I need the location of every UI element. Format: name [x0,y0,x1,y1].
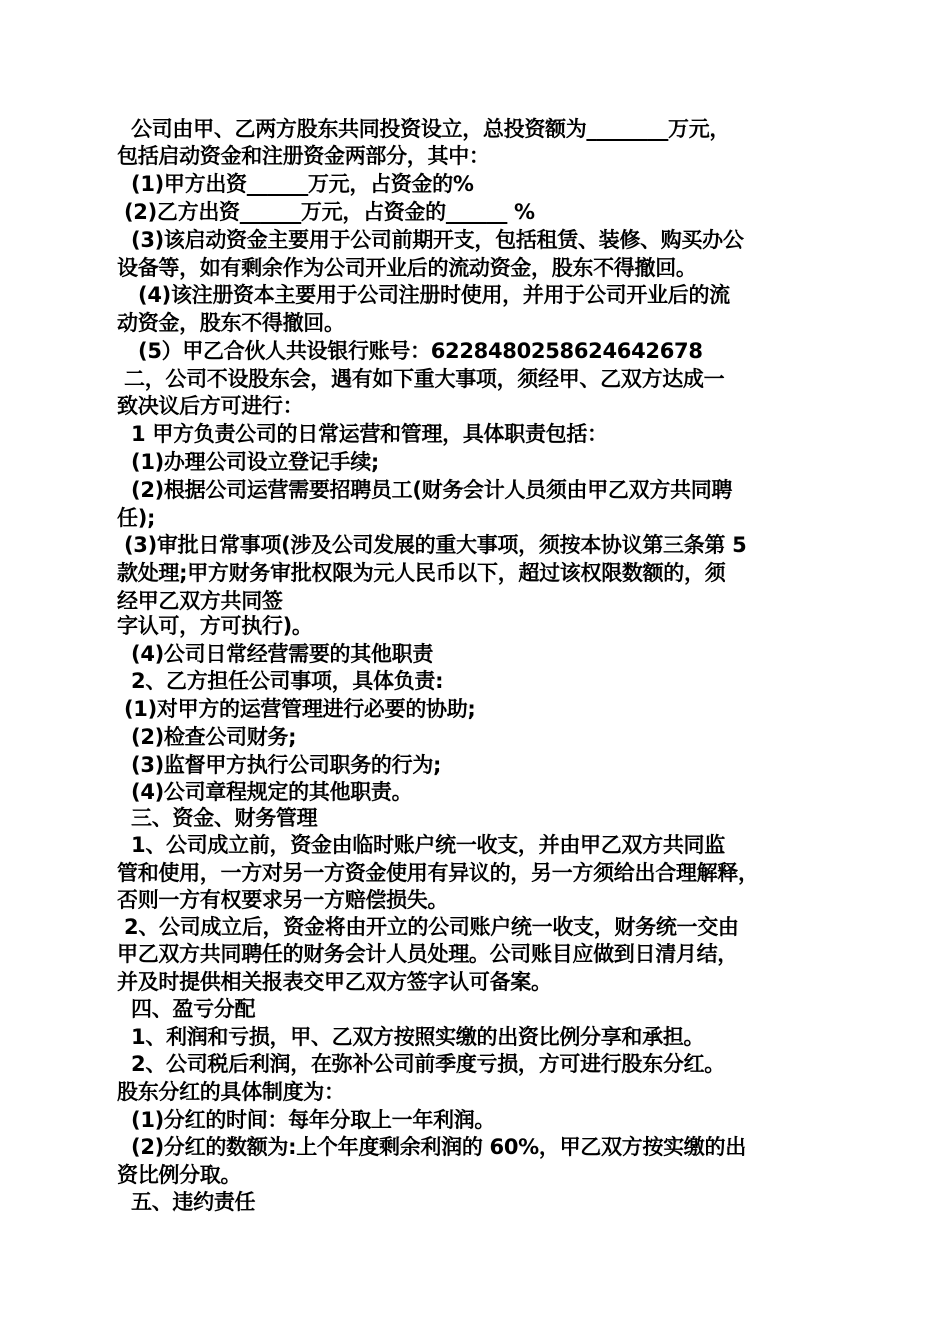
text-line: 致决议后方可进行： [117,394,304,418]
text-line: (1)办理公司设立登记手续; [117,450,380,474]
text-line: (3)审批日常事项(涉及公司发展的重大事项，须按本协议第三条第 5 [117,533,747,557]
text-line: 包括启动资金和注册资金两部分，其中： [117,144,490,168]
text-line: (3)该启动资金主要用于公司前期开支，包括租赁、装修、购买办公 [117,228,744,252]
text-line: 管和使用，一方对另一方资金使用有异议的，另一方须给出合理解释， [117,861,759,885]
text-line: (1)甲方出资______万元，占资金的% [117,172,474,196]
text-line: (1)分红的时间：每年分取上一年利润。 [117,1108,496,1132]
text-line: 经甲乙双方共同签 [117,589,283,613]
text-line: 甲乙双方共同聘任的财务会计人员处理。公司账目应做到日清月结， [117,942,738,966]
text-line: (2)根据公司运营需要招聘员工(财务会计人员须由甲乙双方共同聘 [117,478,733,502]
section-heading: 五、违约责任 [117,1190,256,1214]
text-line: 并及时提供相关报表交甲乙双方签字认可备案。 [117,970,552,994]
text-line: 2、乙方担任公司事项，具体负责: [117,669,444,693]
text-line: 设备等，如有剩余作为公司开业后的流动资金，股东不得撤回。 [117,256,697,280]
text-line: (2)乙方出资______万元，占资金的______ % [117,200,535,224]
text-line: (2)检查公司财务; [117,725,297,749]
text-line: 款处理;甲方财务审批权限为元人民币以下，超过该权限数额的，须 [117,561,726,585]
text-line: (4)公司日常经营需要的其他职责 [117,642,434,666]
section-heading: 四、盈亏分配 [117,997,256,1021]
text-line: 任); [117,506,156,530]
text-line: 字认可，方可执行)。 [117,614,313,638]
text-line: (3)监督甲方执行公司职务的行为; [117,753,442,777]
text-line: 资比例分取。 [117,1163,242,1187]
text-line: 1 甲方负责公司的日常运营和管理，具体职责包括： [117,422,608,446]
text-line: 2、公司税后利润，在弥补公司前季度亏损，方可进行股东分红。 [117,1052,725,1076]
section-heading: 三、资金、财务管理 [117,806,318,830]
text-line: (5）甲乙合伙人共设银行账号：6228480258624642678 [117,339,703,363]
text-line: (2)分红的数额为:上个年度剩余利润的 60%，甲乙双方按实缴的出 [117,1135,746,1159]
text-line: 1、利润和亏损，甲、乙双方按照实缴的出资比例分享和承担。 [117,1025,705,1049]
text-line: 公司由甲、乙两方股东共同投资设立，总投资额为________万元， [117,117,731,141]
text-line: (4)该注册资本主要用于公司注册时使用，并用于公司开业后的流 [117,283,730,307]
text-line: (4)公司章程规定的其他职责。 [117,780,413,804]
text-line: 股东分红的具体制度为： [117,1080,345,1104]
text-line: (1)对甲方的运营管理进行必要的协助; [117,697,476,721]
text-line: 1、公司成立前，资金由临时账户统一收支，并由甲乙双方共同监 [117,833,725,857]
section-heading: 二，公司不设股东会，遇有如下重大事项，须经甲、乙双方达成一 [117,367,725,391]
text-line: 否则一方有权要求另一方赔偿损失。 [117,888,449,912]
text-line: 动资金，股东不得撤回。 [117,311,345,335]
text-line: 2、公司成立后，资金将由开立的公司账户统一收支，财务统一交由 [117,915,739,939]
